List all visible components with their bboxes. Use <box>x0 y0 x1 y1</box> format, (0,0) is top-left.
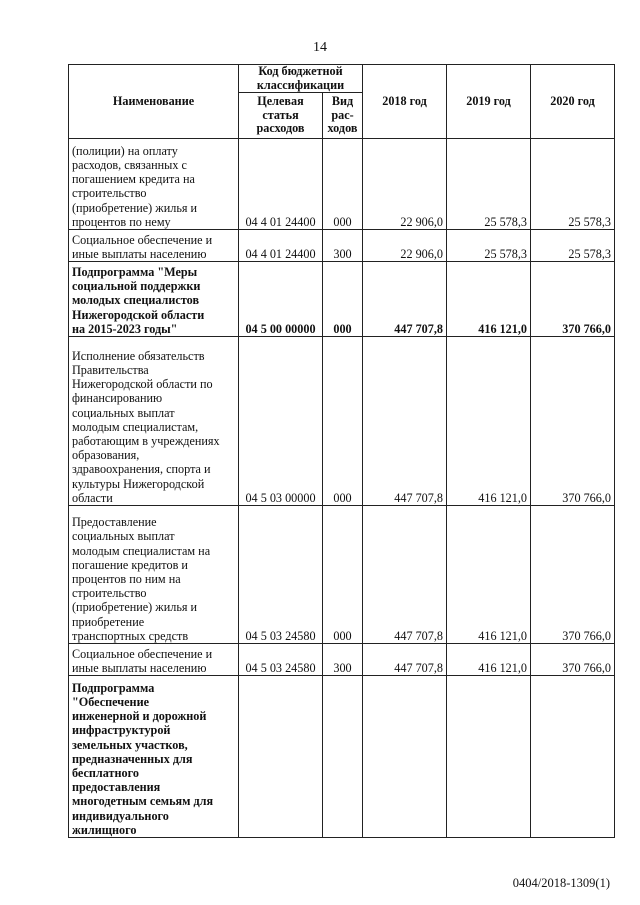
table-row <box>69 230 615 262</box>
row-2020: 370 766,0 <box>531 262 615 337</box>
row-name: Социальное обеспечение и иные выплаты населению <box>69 644 239 676</box>
header-2020: 2020 год <box>531 65 615 139</box>
table-row <box>69 644 615 676</box>
row-kind: 000 <box>323 262 363 337</box>
row-2020: 25 578,3 <box>531 139 615 230</box>
row-2018: 447 707,8 <box>363 262 447 337</box>
row-kind: 300 <box>323 230 363 262</box>
table-row <box>69 262 615 337</box>
row-2018: 22 906,0 <box>363 230 447 262</box>
row-2018: 447 707,8 <box>363 506 447 644</box>
page-number: 14 <box>313 40 327 55</box>
table-row <box>69 337 615 506</box>
row-2020: 370 766,0 <box>531 337 615 506</box>
row-2019: 416 121,0 <box>447 262 531 337</box>
row-code: 04 5 03 24580 <box>239 644 323 676</box>
row-code: 04 5 00 00000 <box>239 262 323 337</box>
row-2020: 370 766,0 <box>531 644 615 676</box>
row-2018: 447 707,8 <box>363 337 447 506</box>
row-name: (полиции) на оплату расходов, связанных с погашением кредита на строительство (приобретение) жилья и процентов по нему <box>69 139 239 230</box>
row-2018: 22 906,0 <box>363 139 447 230</box>
row-2018: 447 707,8 <box>363 644 447 676</box>
row-kind: 300 <box>323 644 363 676</box>
row-name: Социальное обеспечение и иные выплаты населению <box>69 230 239 262</box>
row-code <box>239 676 323 838</box>
header-name: Наименование <box>69 65 239 139</box>
row-name: Предоставление социальных выплат молодым специалистам на погашение кредитов и процентов по ним на строительство (приобретение) жилья и приобретение транспортных средств <box>69 506 239 644</box>
header-expense-type: Вид рас-ходов <box>323 93 363 139</box>
header-budget-code: Код бюджетной классификации <box>239 65 363 93</box>
row-name: Подпрограмма "Меры социальной поддержки молодых специалистов Нижегородской области на 2015-2023 годы" <box>69 262 239 337</box>
row-kind <box>323 676 363 838</box>
row-2019: 416 121,0 <box>447 644 531 676</box>
row-2019: 25 578,3 <box>447 230 531 262</box>
table-row <box>69 676 615 838</box>
row-name: Подпрограмма "Обеспечение инженерной и дорожной инфраструктурой земельных участков, предназначенных для бесплатного предоставления многодетным семьям для индивидуального жилищного <box>69 676 239 838</box>
row-name: Исполнение обязательств Правительства Нижегородской области по финансированию социальных выплат молодым специалистам, работающим в учреждениях образования, здравоохранения, спорта и культуры Нижегородской области <box>69 337 239 506</box>
row-2019: 25 578,3 <box>447 139 531 230</box>
row-2018 <box>363 676 447 838</box>
row-code: 04 5 03 24580 <box>239 506 323 644</box>
row-kind: 000 <box>323 506 363 644</box>
row-code: 04 4 01 24400 <box>239 139 323 230</box>
header-2019: 2019 год <box>447 65 531 139</box>
row-kind: 000 <box>323 139 363 230</box>
row-code: 04 5 03 00000 <box>239 337 323 506</box>
row-kind: 000 <box>323 337 363 506</box>
row-2020 <box>531 676 615 838</box>
row-2019: 416 121,0 <box>447 337 531 506</box>
row-2020: 25 578,3 <box>531 230 615 262</box>
header-target-article: Целевая статья расходов <box>239 93 323 139</box>
row-2019: 416 121,0 <box>447 506 531 644</box>
row-2019 <box>447 676 531 838</box>
budget-table <box>68 64 615 838</box>
header-2018: 2018 год <box>363 65 447 139</box>
table-row <box>69 506 615 644</box>
row-code: 04 4 01 24400 <box>239 230 323 262</box>
row-2020: 370 766,0 <box>531 506 615 644</box>
table-row <box>69 139 615 230</box>
document-code: 0404/2018-1309(1) <box>512 876 610 890</box>
